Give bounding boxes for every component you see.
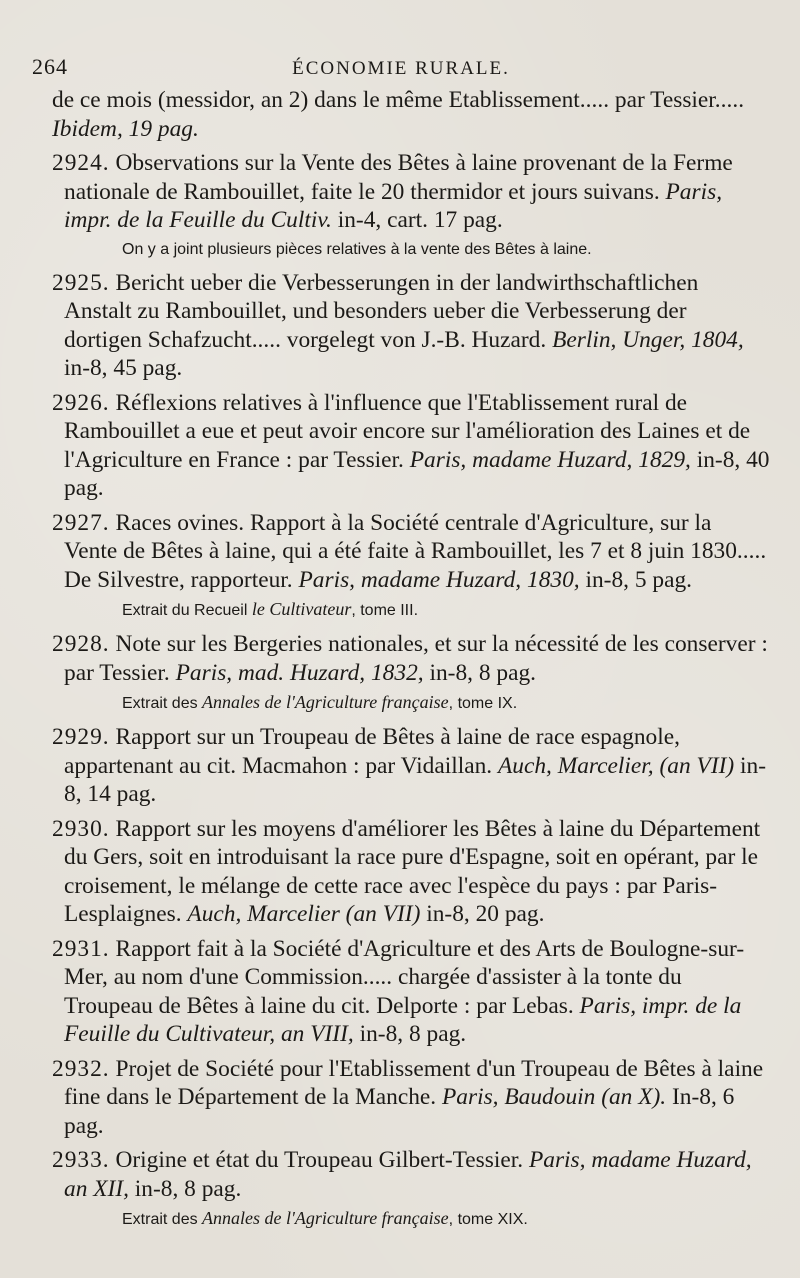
bibliography-entry-2933 [52,1146,770,1203]
section-title: ÉCONOMIE RURALE. [292,58,510,79]
entry-text: Note sur les Bergeries nationales, et sur la nécessité de les conserver : par Tessier. [64,631,768,686]
running-head [32,54,770,80]
entry-number: 2925. [52,269,110,296]
entry-text: Observations sur la Vente des Bêtes à laine provenant de la Ferme nationale de Rambouillet, faite le 20 thermidor et jours suivans. [64,150,733,205]
entry-number: 2930. [52,815,110,842]
note-source-title: Annales de l'Agriculture française [202,1208,449,1228]
entry-imprint: Paris, madame Huzard, an XII, [64,1147,752,1202]
entry-format: in-8, 8 pag. [353,1021,467,1047]
bibliography-entry-2928 [52,630,770,687]
entry-format: in-4, cart. 17 pag. [331,207,503,233]
note-source-title: le Cultivateur [251,599,352,619]
bibliography-entry-2931 [52,935,770,1049]
entry-format: in-8, 5 pag. [579,566,693,593]
entry-imprint: Paris, madame Huzard, 1829, [409,446,691,473]
entry-number: 2928. [52,631,110,657]
entry-number: 2929. [52,724,110,750]
entry-format: In-8, 6 pag. [64,1084,735,1139]
note-text: Extrait des [122,695,203,712]
entry-text: Rapport fait à la Société d'Agriculture et des Arts de Boulogne-sur-Mer, au nom d'une Commission..... chargée d'assister à la tonte du Troupeau de Bêtes à laine du cit. Delporte : par Lebas. [64,935,745,1019]
note-text: Extrait du Recueil [122,602,252,619]
entry-number: 2931. [52,935,110,962]
entry-format: in-8, 14 pag. [64,752,767,807]
entry-text: Réflexions relatives à l'influence que l'Etablissement rural de Rambouillet a eue et peut avoir encore sur l'amélioration des Laines et de l'Agriculture en France : par Tessier. [64,389,751,473]
entry-number: 2933. [52,1147,110,1173]
entry-format: in-8, 45 pag. [64,355,183,381]
entry-format: in-8, 8 pag. [423,659,536,686]
entry-note-2928 [52,691,770,715]
bibliography-entry-2932 [52,1055,770,1141]
bibliography-entry-2926 [52,389,770,503]
page-number: 264 [32,54,68,79]
entry-imprint: Paris, Baudouin (an X). [442,1084,667,1110]
entry-note-2927 [52,598,770,622]
bibliography-entry-2930 [52,815,770,929]
entry-text: Origine et état du Troupeau Gilbert-Tessier. [115,1147,529,1173]
bibliography-entry-continuation [52,86,770,143]
note-volume: , tome IX. [448,695,518,712]
note-volume: , tome XIX. [448,1211,528,1228]
entry-note-2933 [52,1207,770,1231]
entry-number: 2932. [52,1055,110,1082]
entry-text: Races ovines. Rapport à la Société centrale d'Agriculture, sur la Vente de Bêtes à laine, qui a été faite à Rambouillet, les 7 et 8 juin 1830..... De Silvestre, rapporteur. [64,509,767,593]
entry-format: in-8, 8 pag. [128,1175,242,1202]
entry-imprint: Paris, madame Huzard, 1830, [298,566,580,593]
bibliography-entry-2929 [52,723,770,809]
entry-text: de ce mois (messidor, an 2) dans le même Etablissement..... par Tessier..... [52,87,745,113]
entry-imprint: Paris, impr. de la Feuille du Cultivateur, an VIII, [64,992,742,1047]
entry-text: Rapport sur un Troupeau de Bêtes à laine de race espagnole, appartenant au cit. Macmahon : par Vidaillan. [64,724,680,779]
entry-imprint: Paris, mad. Huzard, 1832, [175,659,424,686]
entry-format: in-8, 20 pag. [420,901,545,927]
note-source-title: Annales de l'Agriculture française [202,692,449,712]
entry-number: 2927. [52,509,110,536]
entry-number: 2924. [52,150,110,176]
entry-imprint: Paris, impr. de la Feuille du Cultiv. [64,178,723,233]
bibliography-entry-2927 [52,509,770,595]
note-text: Extrait des [122,1211,203,1228]
entry-imprint: Auch, Marcelier, (an VII) [497,752,735,779]
entry-imprint: Auch, Marcelier (an VII) [187,901,421,927]
entry-note-2924 [52,239,770,261]
entry-imprint: Ibidem, 19 pag. [52,115,199,142]
note-volume: , tome III. [351,602,419,619]
bibliography-entry-2924 [52,149,770,235]
entry-text: Rapport sur les moyens d'améliorer les Bêtes à laine du Département du Gers, soit en introduisant la race pure d'Espagne, soit en opérant, par le croisement, le mélange de cette race avec l'espèce du pays : par Paris-Lesplaignes. [64,815,761,927]
note-text: On y a joint plusieurs pièces relatives à la vente des Bêtes à laine. [122,240,592,258]
entry-imprint: Berlin, Unger, 1804, [552,326,744,353]
bibliography-entries [52,86,770,1231]
entry-number: 2926. [52,389,110,416]
bibliography-entry-2925 [52,269,770,383]
entry-text: Bericht ueber die Verbesserungen in der landwirthschaftlichen Anstalt zu Rambouillet, und besonders ueber die Verbesserung der dortigen Schafzucht..... vorgelegt von J.-B. Huzard. [64,269,699,353]
entry-format: in-8, 40 pag. [64,446,770,501]
entry-text: Projet de Société pour l'Etablissement d'un Troupeau de Bêtes à laine fine dans le Département de la Manche. [64,1055,764,1110]
